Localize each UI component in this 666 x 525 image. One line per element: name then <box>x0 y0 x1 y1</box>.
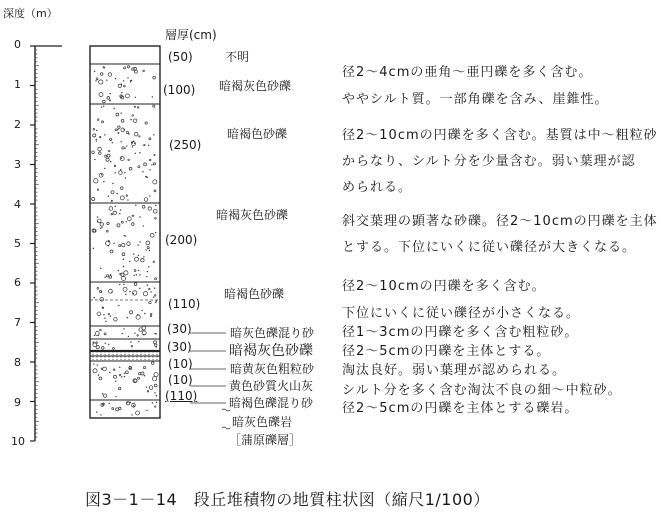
sand-grain <box>125 235 126 236</box>
sand-grain <box>138 341 139 342</box>
sand-grain <box>146 176 147 177</box>
sand-grain <box>116 193 117 194</box>
depth-tick-7: 7 <box>14 316 21 329</box>
sand-grain <box>104 168 105 169</box>
sand-grain <box>103 106 104 107</box>
sand-grain <box>97 216 98 217</box>
sand-grain <box>148 145 149 146</box>
sand-grain <box>110 316 111 317</box>
sand-grain <box>139 241 140 242</box>
sand-grain <box>124 373 125 374</box>
depth-tick-0: 0 <box>14 38 21 51</box>
sand-grain <box>146 276 147 277</box>
sand-grain <box>152 402 153 403</box>
description-line-8: 径2～10cmの円礫を多く含む。 <box>342 279 546 294</box>
sand-grain <box>136 274 137 275</box>
sand-grain <box>119 367 120 368</box>
layer-name-2: 暗褐灰色砂礫 <box>219 79 292 93</box>
layer-thickness-9: (10) <box>168 373 193 387</box>
depth-tick-9: 9 <box>14 396 21 409</box>
layer-name-1: 不明 <box>225 50 250 64</box>
sand-grain <box>118 305 119 306</box>
sand-grain <box>123 284 124 285</box>
sand-grain <box>130 81 131 82</box>
layer-thickness-6: (30) <box>167 322 192 336</box>
layer-name-8: 暗黄灰色粗粒砂 <box>230 362 315 376</box>
thickness-header: 層厚(cm) <box>165 28 217 42</box>
sand-grain <box>118 270 119 271</box>
sand-grain <box>129 261 130 262</box>
sand-grain <box>128 336 129 337</box>
sand-grain <box>120 141 121 142</box>
sand-grain <box>124 172 125 173</box>
leader-lines <box>190 333 230 429</box>
sand-grain <box>126 145 127 146</box>
layer-thickness-7: (30) <box>167 340 192 354</box>
sand-grain <box>110 274 111 275</box>
sand-grain <box>123 266 124 267</box>
sand-grain <box>155 205 156 206</box>
sand-grain <box>131 414 132 415</box>
layer-thickness-5: (110) <box>168 297 201 311</box>
depth-axis <box>30 46 62 441</box>
description-line-12: 淘汰良好。弱い葉理が認められる。 <box>342 363 567 378</box>
sand-grain <box>135 97 136 98</box>
sand-grain <box>108 344 109 345</box>
sand-grain <box>96 130 97 131</box>
sand-grain <box>133 405 134 406</box>
sand-grain <box>97 364 98 365</box>
sand-grain <box>138 270 139 271</box>
description-line-9: 下位にいくに従い礫径が小さくなる。 <box>342 306 581 321</box>
sand-grain <box>103 314 104 315</box>
sand-grain <box>100 228 101 229</box>
sand-grain <box>135 205 136 206</box>
sand-grain <box>141 310 142 311</box>
sand-grain <box>101 291 102 292</box>
layer-thickness-1: (50) <box>168 50 193 64</box>
sand-grain <box>156 395 157 396</box>
sand-grain <box>115 396 116 397</box>
depth-tick-3: 3 <box>14 158 21 171</box>
layer-thickness-4: (200) <box>165 233 198 247</box>
sand-grain <box>120 112 121 113</box>
description-line-1: 径2～4cmの亜角～亜円礫を多く含む。 <box>342 65 593 80</box>
sand-grain <box>123 328 124 329</box>
sand-grain <box>134 332 135 333</box>
sand-grain <box>119 284 120 285</box>
description-line-7: とする。下位にいくに従い礫径が大きくなる。 <box>342 240 637 255</box>
sand-grain <box>109 372 110 373</box>
depth-tick-4: 4 <box>14 198 21 211</box>
sand-grain <box>156 300 157 301</box>
sand-grain <box>130 119 131 120</box>
sand-grain <box>120 209 121 210</box>
sand-grain <box>109 403 110 404</box>
layer-name-10: 暗褐色礫混り砂 <box>229 396 314 410</box>
sand-grain <box>121 92 122 93</box>
sand-grain <box>130 341 131 342</box>
sand-grain <box>106 79 107 80</box>
sand-grain <box>139 152 140 153</box>
sand-grain <box>96 411 97 412</box>
description-line-2: ややシルト質。一部角礫を含み、崖錐性。 <box>342 92 609 107</box>
sand-grain <box>115 206 116 207</box>
sand-grain <box>110 161 111 162</box>
sand-grain <box>127 199 128 200</box>
sand-grain <box>139 216 140 217</box>
sand-grain <box>123 80 124 81</box>
sand-grain <box>97 221 98 222</box>
sand-grain <box>104 277 105 278</box>
layer-name-4: 暗褐灰色砂礫 <box>216 208 289 222</box>
sand-grain <box>153 134 154 135</box>
sand-grain <box>132 146 133 147</box>
description-line-5: められる。 <box>342 180 413 195</box>
formation-name: ［蒲原礫層］ <box>229 433 302 447</box>
sand-grain <box>124 147 125 148</box>
description-line-11: 径2～5cmの円礫を主体とする。 <box>342 344 551 359</box>
figure-caption: 図3－1－14 段丘堆積物の地質柱状図（縮尺1/100） <box>85 490 490 509</box>
sand-grain <box>153 296 154 297</box>
depth-tick-5: 5 <box>14 237 21 250</box>
sand-grain <box>105 321 106 322</box>
description-line-10: 径1～3cmの円礫を多く含む粗粒砂。 <box>342 325 579 340</box>
layer-name-9: 黄色砂質火山灰 <box>229 379 314 393</box>
sand-grain <box>96 140 97 141</box>
sand-grain <box>135 153 136 154</box>
sand-grain <box>112 183 113 184</box>
sand-grain <box>119 213 120 214</box>
depth-tick-2: 2 <box>14 118 21 131</box>
sand-grain <box>146 386 147 387</box>
sand-grain <box>121 376 122 377</box>
sand-grain <box>127 77 128 78</box>
sand-grain <box>94 159 95 160</box>
sand-grain <box>93 363 94 364</box>
sand-grain <box>144 375 145 376</box>
layer-thickness-10: (110) <box>165 389 198 403</box>
sand-grain <box>130 402 131 403</box>
sand-grain <box>152 96 153 97</box>
sand-grain <box>115 78 116 79</box>
sand-grain <box>102 393 103 394</box>
sand-grain <box>103 181 104 182</box>
sand-grain <box>126 221 127 222</box>
sand-grain <box>154 287 155 288</box>
sand-grain <box>101 107 102 108</box>
sand-grain <box>113 108 114 109</box>
sand-grain <box>150 291 151 292</box>
sand-grain <box>121 158 122 159</box>
sand-grain <box>151 164 152 165</box>
sand-grain <box>143 256 144 257</box>
description-line-14: 径2～5cmの円礫を主体とする礫岩。 <box>342 401 579 416</box>
sand-grain <box>155 232 156 233</box>
sand-grain <box>101 227 102 228</box>
layer-name-6: 暗灰色礫混り砂 <box>230 326 315 340</box>
sand-grain <box>124 376 125 377</box>
sand-grain <box>101 174 102 175</box>
sand-grain <box>147 271 148 272</box>
sand-grain <box>98 374 99 375</box>
depth-tick-6: 6 <box>14 276 21 289</box>
sand-grain <box>155 333 156 334</box>
sand-grain <box>95 80 96 81</box>
sand-grain <box>137 245 138 246</box>
layer-name-5: 暗褐色砂礫 <box>224 287 285 301</box>
sand-grain <box>133 275 134 276</box>
description-line-4: からなり、シルト分を少量含む。弱い葉理が認 <box>342 154 636 169</box>
sand-grain <box>100 414 101 415</box>
geologic-column <box>90 46 160 418</box>
sand-grain <box>139 288 140 289</box>
sand-grain <box>127 317 128 318</box>
sand-grain <box>96 139 97 140</box>
description-line-6: 斜交葉理の顕著な砂礫。径2～10cmの円礫を主体 <box>342 214 658 229</box>
layer-name-3: 暗褐色砂礫 <box>227 127 288 141</box>
wavy-mark <box>222 427 230 429</box>
column-frame <box>90 46 160 418</box>
sand-grain <box>121 333 122 334</box>
sand-grain <box>94 335 95 336</box>
sand-grain <box>120 169 121 170</box>
sand-grain <box>104 318 105 319</box>
sand-grain <box>112 142 113 143</box>
sand-grain <box>143 334 144 335</box>
description-line-13: シルト分を多く含む淘汰不良の細～中粒砂。 <box>342 383 622 398</box>
sand-grain <box>155 302 156 303</box>
sand-grain <box>156 346 157 347</box>
sand-grain <box>125 177 126 178</box>
sand-grain <box>113 243 114 244</box>
sand-grain <box>147 285 148 286</box>
sand-grain <box>139 274 140 275</box>
depth-tick-1: 1 <box>14 78 21 91</box>
sand-grain <box>108 195 109 196</box>
sand-grain <box>149 250 150 251</box>
sand-grain <box>94 297 95 298</box>
sand-grain <box>110 93 111 94</box>
sand-grain <box>115 381 116 382</box>
sand-grain <box>123 259 124 260</box>
sand-grain <box>127 402 128 403</box>
sand-grain <box>129 291 130 292</box>
sand-grain <box>156 402 157 403</box>
depth-axis-title: 深度（m） <box>3 7 58 20</box>
sand-grain <box>133 253 134 254</box>
sand-grain <box>142 171 143 172</box>
sand-grain <box>114 172 115 173</box>
sand-grain <box>94 71 95 72</box>
layer-thickness-8: (10) <box>168 357 193 371</box>
layer-name-7: 暗褐灰色砂礫 <box>229 343 313 359</box>
sand-grain <box>128 133 129 134</box>
layer-thickness-2: (100) <box>163 83 196 97</box>
description-line-3: 径2～10cmの円礫を多く含む。基質は中～粗粒砂 <box>342 128 658 143</box>
sand-grain <box>154 392 155 393</box>
sand-grain <box>149 169 150 170</box>
depth-tick-10: 10 <box>11 435 25 448</box>
sand-grain <box>105 343 106 344</box>
sand-grain <box>148 266 149 267</box>
sand-grain <box>104 134 105 135</box>
sand-grain <box>144 313 145 314</box>
layer-name-11: 暗灰色礫岩 <box>232 415 293 429</box>
sand-grain <box>93 248 94 249</box>
layer-thickness-3: (250) <box>169 138 202 152</box>
sand-grain <box>146 410 147 411</box>
sand-grain <box>143 225 144 226</box>
sand-grain <box>149 195 150 196</box>
sand-grain <box>124 235 125 236</box>
depth-tick-8: 8 <box>14 356 21 369</box>
sand-grain <box>100 268 101 269</box>
sand-grain <box>138 255 139 256</box>
sand-grain <box>125 294 126 295</box>
sand-grain <box>145 249 146 250</box>
sand-grain <box>137 314 138 315</box>
sand-grain <box>131 80 132 81</box>
